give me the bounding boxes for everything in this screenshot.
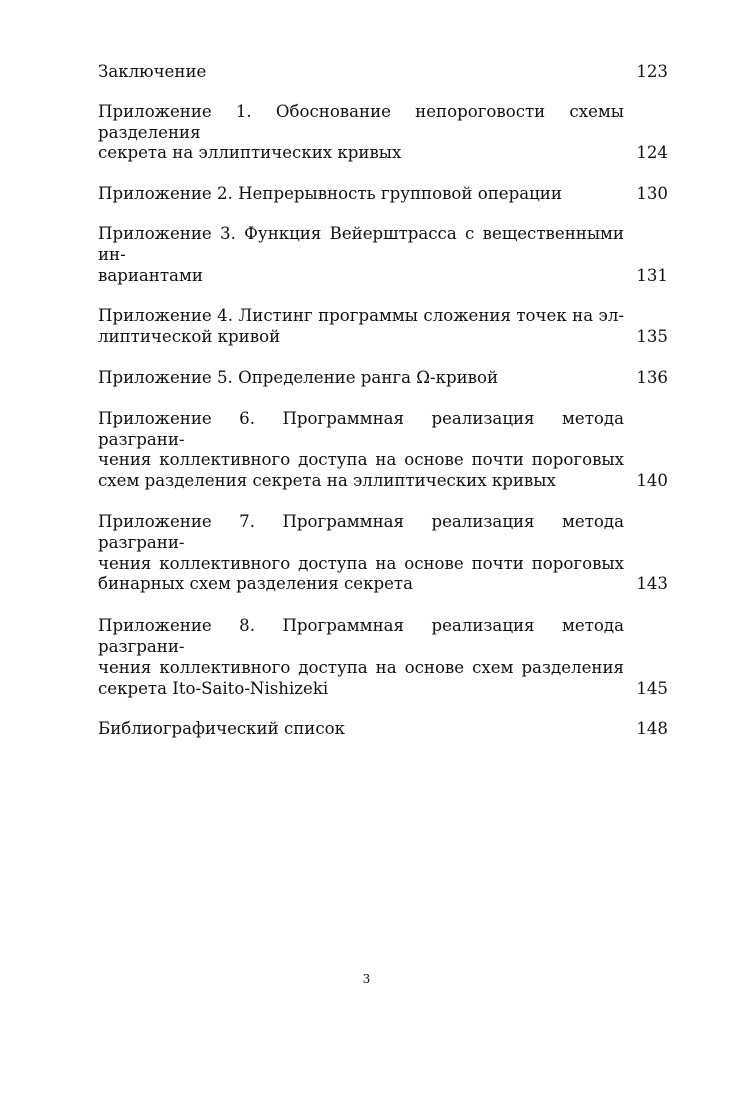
toc-entry-page: 145 [636,678,668,698]
toc-entry-page: 135 [636,327,668,347]
toc-entry-page: 140 [636,471,668,491]
table-of-contents [98,62,668,740]
toc-entry-title: Приложение 5. Определение ранга Ω-кривой [98,367,499,387]
toc-entry [98,62,668,83]
toc-entry-title: Приложение 2. Непрерывность групповой операции [98,184,562,204]
toc-entry [98,368,668,389]
toc-entry [98,184,668,205]
toc-entry-title: Приложение 3. Функция Вейерштрасса с вещественными ин- вариантами [98,223,624,285]
toc-entry-title: Приложение 6. Программная реализация метода разграни- чения коллективного доступа на основе почти пороговых схем разделения секрета на эллиптических кривых [98,408,624,491]
toc-entry-page: 136 [636,367,668,387]
toc-entry-title: Приложение 7. Программная реализация метода разграни- чения коллективного доступа на основе почти пороговых бинарных схем разделения секрета [98,511,624,594]
toc-entry-page: 143 [636,574,668,594]
toc-entry [98,306,668,348]
page-number: 3 [362,972,371,986]
toc-entry-title: Приложение 4. Листинг программы сложения точек на эл- липтической кривой [98,306,624,347]
toc-entry [98,102,668,164]
toc-entry-title: Библиографический список [98,719,346,739]
toc-entry-page: 130 [636,184,668,204]
toc-entry-title: Приложение 1. Обоснование непороговости схемы разделения секрета на эллиптических кривых [98,101,624,163]
toc-entry [98,616,668,699]
toc-entry-page: 131 [636,265,668,285]
toc-entry-page: 148 [636,719,668,739]
toc-entry-page: 123 [636,62,668,81]
toc-entry [98,719,668,740]
toc-entry-title: Приложение 8. Программная реализация метода разграни- чения коллективного доступа на основе схем разделения секрета Ito-Saito-Nishizeki [98,616,624,698]
toc-entry [98,512,668,595]
toc-entry-title: Заключение [98,62,207,81]
toc-entry [98,224,668,286]
toc-entry [98,409,668,492]
toc-entry-page: 124 [636,143,668,163]
